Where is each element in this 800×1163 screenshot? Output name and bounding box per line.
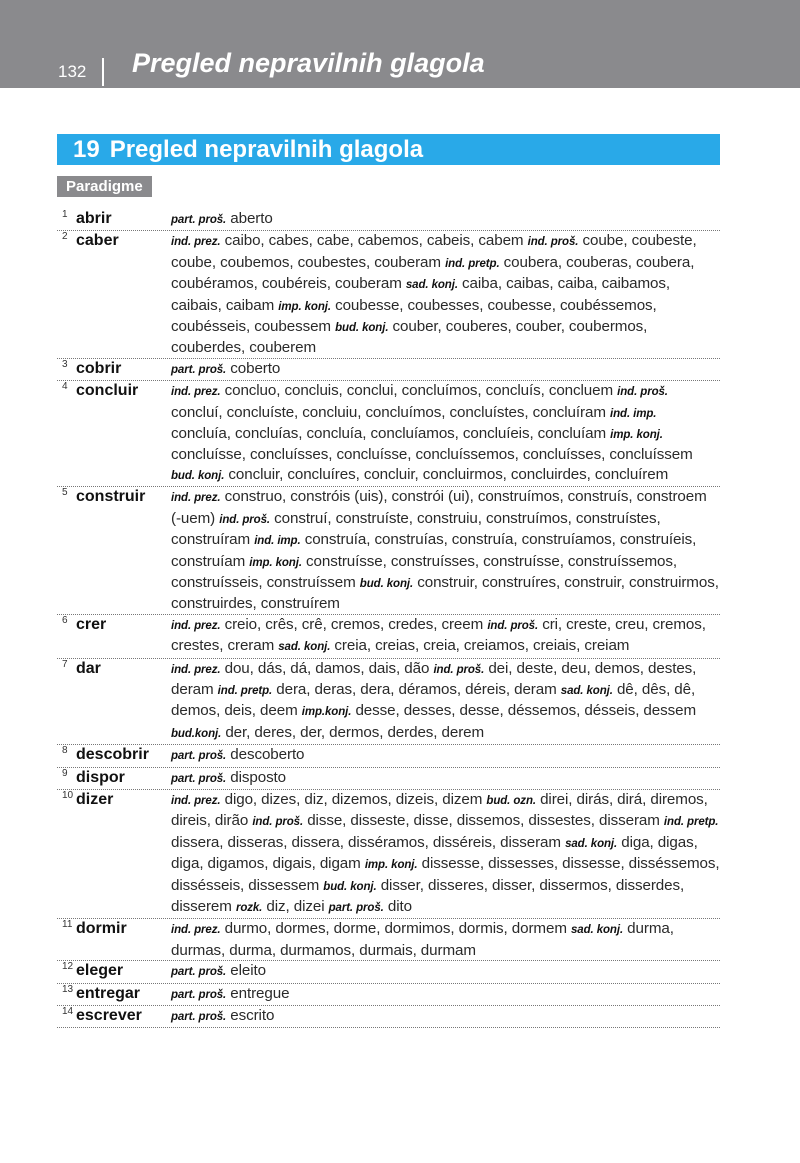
form-text: eleito [226, 962, 266, 980]
verb-forms [171, 1006, 720, 1027]
grammar-tag: ind. prez. [171, 236, 221, 249]
grammar-tag: ind. pretp. [217, 684, 273, 697]
verb-forms [171, 745, 720, 766]
grammar-tag: part. proš. [171, 214, 227, 226]
grammar-tag: ind. proš. [433, 663, 485, 676]
form-text: dito [383, 898, 412, 915]
entry-number: 14 [62, 1006, 74, 1018]
entry-number: 11 [62, 919, 73, 931]
form-text: digo, dizes, diz, dizemos, dizeis, dizem [220, 790, 487, 808]
verb-headword: eleger [76, 962, 124, 980]
form-text: dê, dês, dê, demos, deis, deem [171, 680, 696, 720]
grammar-tag: ind. proš. [219, 513, 271, 526]
grammar-tag: sad. konj. [278, 641, 331, 654]
form-text: durmo, dormes, dorme, dormimos, dormis, dormem [220, 920, 571, 938]
grammar-tag: imp. konj. [610, 429, 663, 442]
grammar-tag: part. proš. [171, 772, 227, 785]
grammar-tag: ind. pretp. [663, 816, 719, 829]
verb-forms [171, 790, 720, 918]
verb-headword: cobrir [76, 359, 122, 377]
grammar-tag: imp.konj. [301, 706, 352, 719]
page-number: 132 [58, 62, 87, 81]
form-text: cri, creste, creu, cremos, crestes, creram [171, 615, 706, 655]
grammar-tag: sad. konj. [560, 684, 613, 697]
form-text: disser, disseres, disser, dissermos, disserdes, disserem [171, 876, 685, 915]
header-divider [102, 58, 104, 86]
grammar-tag: imp. konj. [364, 859, 418, 872]
form-text: caiba, caibas, caiba, caibamos, caibais, caibam [171, 275, 670, 314]
grammar-tag: imp. konj. [249, 556, 302, 569]
grammar-tag: bud.konj. [171, 727, 222, 740]
grammar-tag: ind. prez. [171, 492, 221, 505]
grammar-tag: part. proš. [171, 1011, 227, 1024]
chapter-title: Pregled nepravilnih glagola [109, 136, 424, 163]
form-text: coberto [226, 359, 281, 377]
entry-number: 2 [62, 231, 68, 243]
verb-list [57, 209, 720, 1028]
verb-entry [57, 359, 720, 381]
verb-forms [171, 919, 720, 960]
form-text: creia, creias, creia, creiamos, creiais, creiam [330, 637, 630, 655]
verb-entry [57, 615, 720, 659]
grammar-tag: ind. proš. [487, 619, 539, 632]
entry-number: 3 [62, 358, 68, 370]
entry-number: 5 [62, 487, 68, 499]
form-text: direi, dirás, dirá, diremos, direis, dirão [171, 790, 708, 830]
grammar-tag: ind. proš. [252, 816, 304, 829]
page-header-bar [0, 0, 800, 88]
grammar-tag: ind. proš. [527, 236, 579, 249]
grammar-tag: bud. konj. [359, 577, 414, 590]
verb-entry [57, 919, 720, 961]
verb-entry [57, 768, 720, 790]
grammar-tag: sad. konj. [571, 924, 624, 937]
chapter-heading [57, 134, 720, 165]
grammar-tag: bud. ozn. [486, 794, 536, 807]
verb-headword: caber [76, 232, 119, 250]
form-text: diga, digas, diga, digamos, digais, digam [171, 833, 698, 873]
verb-forms [171, 961, 720, 982]
verb-entry [57, 209, 720, 231]
entry-number: 4 [62, 381, 68, 393]
grammar-tag: part. proš. [171, 988, 227, 1001]
form-text: concluí, concluíste, concluiu, concluímos, concluístes, concluíram [171, 403, 611, 421]
verb-forms [171, 659, 720, 745]
form-text: aberto [226, 210, 273, 227]
entry-number: 12 [62, 961, 74, 973]
form-text: diz, dizei [262, 898, 329, 915]
form-text: desse, desses, desse, déssemos, désseis, dessem [351, 702, 697, 720]
entry-number: 10 [62, 789, 74, 801]
form-text: construí, construíste, construiu, construímos, construístes, construíram [171, 509, 661, 549]
form-text: coube, coubeste, coube, coubemos, coubestes, couberam [171, 232, 697, 271]
form-text: coubesse, coubesses, coubesse, coubéssemos, coubésseis, coubessem [171, 296, 657, 336]
verb-forms [171, 209, 720, 230]
form-text: entregue [226, 984, 290, 1002]
verb-headword: construir [76, 488, 146, 506]
form-text: dera, deras, dera, déramos, déreis, deram [272, 680, 561, 698]
verb-entry [57, 659, 720, 746]
form-text: concluísse, concluísses, concluísse, concluíssemos, concluísses, concluíssem [171, 446, 693, 464]
verb-headword: entregar [76, 984, 141, 1002]
verb-forms [171, 381, 720, 486]
grammar-tag: ind. prez. [171, 663, 221, 676]
grammar-tag: ind. prez. [171, 619, 221, 632]
grammar-tag: part. proš. [171, 966, 227, 979]
form-text: construía, construías, construía, construíamos, construíeis, construíam [171, 531, 697, 570]
verb-entry [57, 381, 720, 487]
grammar-tag: part. proš. [171, 363, 227, 376]
grammar-tag: bud. konj. [323, 880, 377, 893]
verb-headword: crer [76, 615, 107, 633]
verb-entry [57, 984, 720, 1006]
form-text: durma, durmas, durma, durmamos, durmais, durmam [171, 920, 674, 959]
verb-forms [171, 231, 720, 357]
entry-number: 8 [62, 745, 68, 757]
entry-number: 9 [62, 767, 68, 779]
form-text: construir, construíres, construir, construirmos, construirdes, construírem [171, 573, 719, 613]
form-text: dissera, disseras, dissera, disséramos, disséreis, disseram [171, 833, 566, 851]
verb-headword: dispor [76, 768, 125, 786]
verb-entry [57, 1006, 720, 1028]
verb-headword: escrever [76, 1007, 142, 1025]
form-text: disposto [226, 768, 287, 786]
grammar-tag: part. proš. [328, 902, 384, 914]
verb-headword: dizer [76, 790, 114, 808]
form-text: coubera, couberas, coubera, coubéramos, coubéreis, couberam [171, 253, 695, 293]
entry-number: 6 [62, 614, 68, 626]
entry-number: 7 [62, 658, 68, 670]
form-text: dou, dás, dá, damos, dais, dão [220, 659, 434, 677]
verb-entry [57, 231, 720, 358]
grammar-tag: bud. konj. [335, 322, 389, 335]
form-text: construo, constróis (uis), constrói (ui), construímos, construís, constroem (-uem) [171, 488, 707, 527]
grammar-tag: ind. prez. [171, 386, 221, 399]
running-title: Pregled nepravilnih glagola [132, 48, 485, 78]
chapter-number: 19 [73, 136, 100, 163]
form-text: descoberto [226, 746, 305, 764]
form-text: creio, crês, crê, cremos, credes, creem [220, 615, 488, 633]
verb-headword: concluir [76, 382, 139, 400]
form-text: der, deres, der, dermos, derdes, derem [221, 723, 485, 741]
grammar-tag: ind. prez. [171, 924, 221, 937]
verb-forms [171, 984, 720, 1005]
entry-number: 1 [62, 209, 68, 220]
verb-forms [171, 359, 720, 380]
verb-headword: dormir [76, 920, 127, 938]
verb-headword: dar [76, 659, 101, 677]
grammar-tag: part. proš. [171, 750, 227, 763]
section-label: Paradigme [57, 176, 152, 197]
form-text: dissesse, dissesses, dissesse, disséssemos, dissésseis, dissessem [171, 855, 720, 894]
grammar-tag: ind. prez. [171, 794, 221, 807]
grammar-tag: ind. pretp. [445, 257, 500, 270]
form-text: disse, disseste, disse, dissemos, dissestes, disseram [303, 812, 664, 830]
form-text: construísse, construísses, construísse, construíssemos, construísseis, construíssem [171, 552, 677, 591]
form-text: couber, couberes, couber, coubermos, couberdes, couberem [171, 318, 648, 357]
grammar-tag: imp. konj. [278, 300, 331, 313]
grammar-tag: rozk. [235, 902, 263, 914]
verb-forms [171, 487, 720, 613]
form-text: concluía, concluías, concluía, concluíamos, concluíeis, concluíam [171, 425, 611, 443]
grammar-tag: sad. konj. [565, 837, 618, 850]
form-text: concluir, concluíres, concluir, concluirmos, concluirdes, concluírem [224, 465, 669, 483]
entry-number: 13 [62, 983, 74, 995]
verb-headword: descobrir [76, 746, 149, 764]
verb-forms [171, 768, 720, 789]
form-text: caibo, cabes, cabe, cabemos, cabeis, cabem [220, 232, 528, 250]
verb-entry [57, 790, 720, 919]
verb-entry [57, 487, 720, 614]
grammar-tag: sad. konj. [405, 279, 458, 292]
grammar-tag: ind. imp. [254, 535, 301, 548]
verb-forms [171, 615, 720, 658]
grammar-tag: bud. konj. [171, 469, 225, 482]
verb-headword: abrir [76, 210, 112, 227]
verb-entry [57, 745, 720, 767]
grammar-tag: ind. imp. [610, 407, 657, 420]
form-text: dei, deste, deu, demos, destes, deram [171, 659, 697, 698]
grammar-tag: ind. proš. [617, 386, 668, 399]
form-text: escrito [226, 1007, 275, 1025]
form-text: concluo, concluis, conclui, concluímos, concluís, concluem [220, 382, 618, 400]
verb-entry [57, 961, 720, 983]
